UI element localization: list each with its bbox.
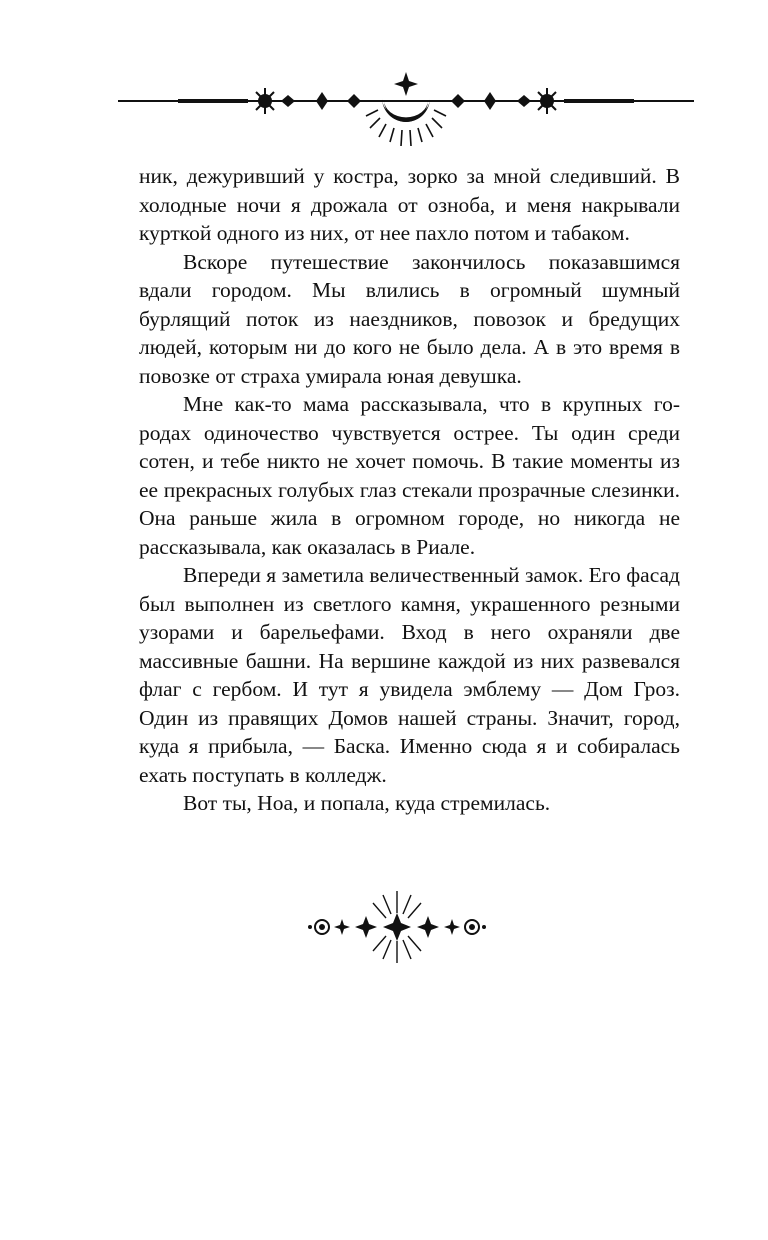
star-burst-ornament-icon xyxy=(304,886,490,970)
paragraph: ник, дежуривший у костра, зорко за мной следивший. В холодные ночи я дрожала от озноба, и меня накрывали курткой одного из них, от нее пахло потом и табаком. xyxy=(139,164,680,245)
paragraph: Мне как-то мама рассказывала, что в крупных городах одиночество чувствуется острее. Ты один среди сотен, и тебе никто не хочет помочь. В такие моменты из ее прекрасных голубых глаз стекали прозрачные слезинки. Она раньше жила в огромном городе, но никогда не рассказывала, как оказалась в Риале. xyxy=(139,392,680,559)
paragraph: Вот ты, Ноа, и попала, куда стремилась. xyxy=(183,791,551,815)
paragraph: Вскоре путешествие закончилось показавшимся вдали городом. Мы влились в огромный шумный бурлящий поток из наездников, повозок и бредущих людей, которым ни до кого не было дела. А в это время в повозке от страха умирала юная девушка. xyxy=(139,249,680,388)
crescent-moon-sun-ornament-icon xyxy=(118,68,694,154)
body-text xyxy=(139,162,680,818)
paragraph: Впереди я заметила величественный замок. Его фасад был выполнен из светлого камня, украшенного резными узорами и барельефами. Вход в него охраняли две массивные башни. На вершине каждой из них развевался флаг с гербом. И тут я увидела эмблему — Дом Гроз. Один из правящих Домов нашей страны. Значит, город, куда я прибыла, — Баска. Именно сюда я и собиралась ехать поступать в колледж. xyxy=(139,563,680,787)
